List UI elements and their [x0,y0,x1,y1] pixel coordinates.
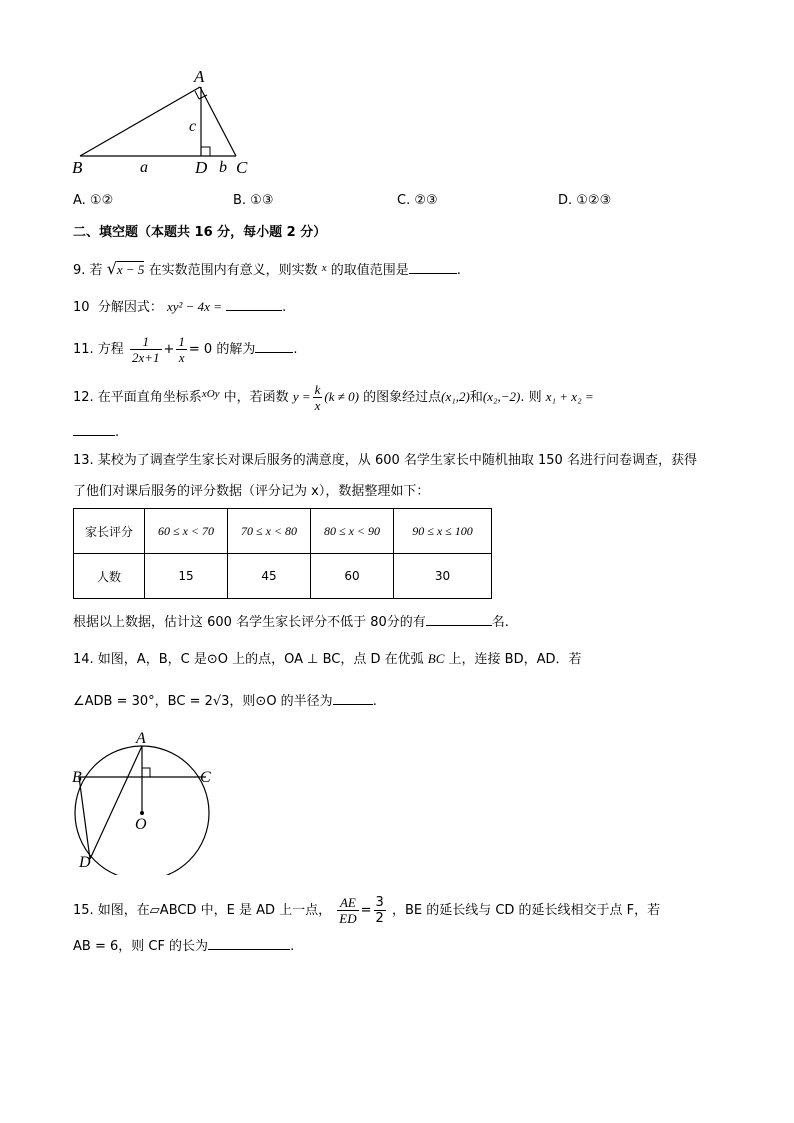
label-D: D [79,854,91,871]
table-header: 80 ≤ x < 90 [311,509,394,554]
answer-blank-11[interactable] [255,352,293,353]
fraction-1: $\frac{1}{2x+1}$ [131,334,160,365]
label-c: c [189,118,197,135]
table-header: 70 ≤ x < 80 [228,509,311,554]
section-title: 二、填空题（本题共 16 分，每小题 2 分） [73,225,327,240]
question-13-line1: 13. 某校为了调查学生家长对课后服务的满意度，从 600 名学生家长中随机抽取 150 名进行问卷调查，获得 [73,453,697,468]
table-header-row [74,509,492,554]
question-9: 9. 若 √x − 5 在实数范围内有意义，则实数 $^x$ 的取值范围是 . [73,259,461,278]
answer-blank-12[interactable] [73,435,115,436]
question-13-line2: 了他们对课后服务的评分数据（评分记为 x），数据整理如下： [73,484,430,499]
question-15-line1: 15. 如图，在▱ABCD 中，E 是 AD 上一点， $\frac{AE}{ED}$ = $\frac{3}{2}$ ，BE 的延长线与 CD 的延长线相交于点 F，若 [73,895,661,926]
answer-blank-10[interactable] [226,310,282,311]
triangle-figure [70,65,270,180]
answer-blank-13[interactable] [426,625,492,626]
question-10: 10 分解因式： xy² − 4x = . [73,299,287,315]
option-d: D. ①②③ [558,193,612,208]
sqrt-sign: √ [106,259,117,278]
score-table [73,508,492,599]
table-header: 90 ≤ x ≤ 100 [394,509,492,554]
answer-blank-14[interactable] [333,704,373,705]
question-12: 12. 在平面直角坐标系$^{xOy}$ 中，若函数 y = $\frac{k}{x}$ (k ≠ 0) 的图象经过点(x₁,2)和(x₂,−2). 则 x₁ + x₂ = [73,382,594,413]
answer-blank-15[interactable] [208,949,290,950]
label-D: D [195,158,208,177]
table-header: 家长评分 [74,509,145,554]
question-12-answer: . [73,424,119,442]
table-header: 60 ≤ x < 70 [145,509,228,554]
option-b: B. ①③ [233,193,274,208]
label-A: A [136,730,146,747]
ratio-fraction: $\frac{AE}{ED}$ [339,895,357,926]
answer-blank-9[interactable] [409,273,457,274]
label-C: C [236,158,248,177]
label-O: O [135,816,147,833]
ratio-value: $\frac{3}{2}$ [375,895,384,926]
option-a: A. ①② [73,193,114,208]
option-c: C. ②③ [397,193,438,208]
table-cell: 15 [145,554,228,599]
function-fraction: $\frac{k}{x}$ [314,382,321,413]
label-B: B [72,158,83,177]
question-15-line2: AB = 6，则 CF 的长为 . [73,939,295,954]
table-cell: 60 [311,554,394,599]
question-11: 11. 方程 $\frac{1}{2x+1}$ + $\frac{1}{x}$ = 0 的解为 . [73,334,298,365]
table-row [74,554,492,599]
table-cell: 30 [394,554,492,599]
label-B: B [72,769,82,786]
label-a: a [140,159,148,176]
circle-figure [60,725,230,875]
fraction-2: $\frac{1}{x}$ [178,334,185,365]
label-A: A [194,67,205,86]
arc-label: BC [427,651,445,666]
label-C: C [200,769,211,786]
table-cell: 45 [228,554,311,599]
label-b: b [219,159,227,176]
question-14-line2: ∠ADB = 30°，BC = 2√3，则⊙O 的半径为 . [73,694,377,709]
table-row-label: 人数 [74,554,145,599]
sqrt-expr: x − 5 [116,262,145,277]
question-14-line1: 14. 如图，A，B，C 是⊙O 上的点，OA ⊥ BC，点 D 在优弧 BC 上，连接 BD，AD．若 [73,651,582,667]
question-13-line3: 根据以上数据，估计这 600 名学生家长评分不低于 80分的有 名. [73,615,509,630]
